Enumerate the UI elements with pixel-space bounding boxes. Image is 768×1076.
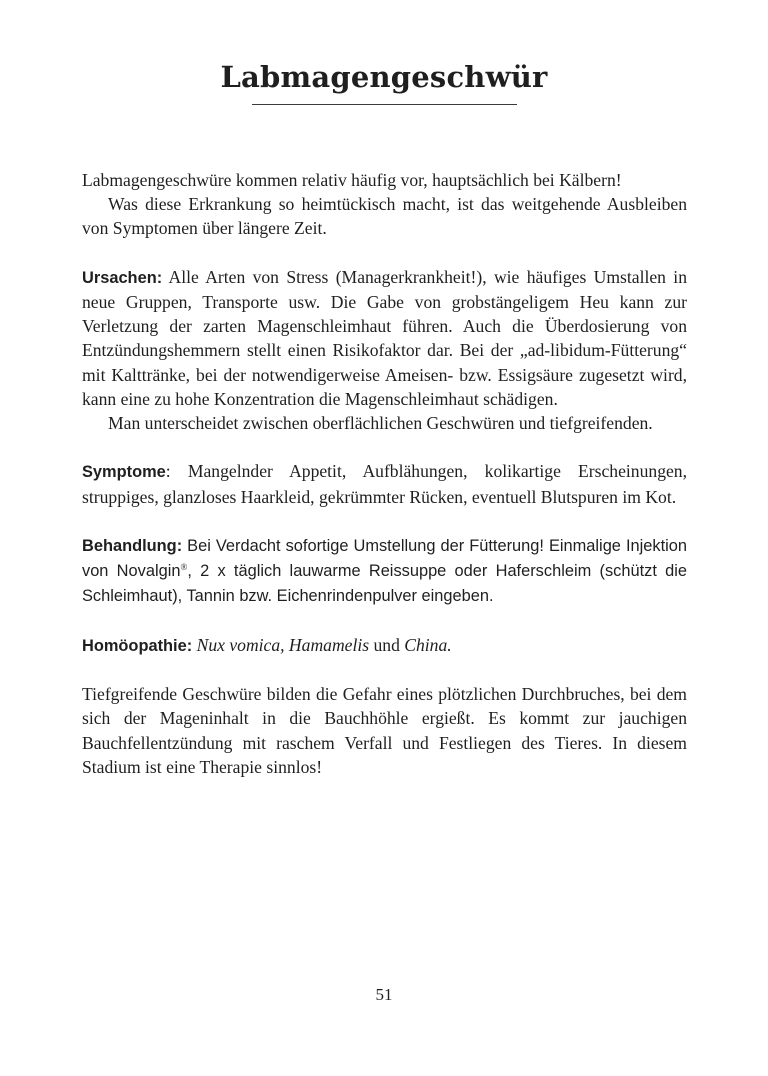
intro-paragraph: Was diese Erkrankung so heimtückisch macht, ist das weitgehende Ausbleiben von Symptomen über längere Zeit. bbox=[82, 194, 687, 239]
registered-mark: ® bbox=[180, 562, 188, 573]
causes-followup: Man unterscheidet zwischen oberflächlichen Geschwüren und tiefgreifenden. bbox=[108, 413, 653, 434]
homeopathy-remedy-2: China. bbox=[404, 634, 452, 655]
treatment-paragraph bbox=[82, 533, 687, 609]
symptoms-label: Symptome bbox=[82, 463, 166, 482]
treatment-text-before: Bei Verdacht sofortige Umstellung der Fütterung! Einmalige Injektion von Novalgin bbox=[82, 537, 687, 581]
causes-paragraph bbox=[82, 265, 687, 411]
intro-first-line: Labmagengeschwüre kommen relativ häufig vor, hauptsächlich bei Kälbern! bbox=[82, 170, 622, 190]
homeopathy-connector: und bbox=[369, 634, 405, 655]
symptoms-paragraph bbox=[82, 459, 687, 508]
homeopathy-label: Homöopathie: bbox=[82, 636, 193, 655]
homeopathy-paragraph bbox=[82, 633, 687, 658]
symptoms-text: : Mangelnder Appetit, Aufblähungen, kolikartige Erscheinungen, struppiges, glanzloses Haarkleid, gekrümmter Rücken, eventuell Blutspuren im Kot. bbox=[82, 461, 687, 507]
causes-label: Ursachen: bbox=[82, 268, 163, 287]
causes-text: Alle Arten von Stress (Managerkrankheit!), wie häufiges Umstallen in neue Gruppen, Transporte usw. Die Gabe von grobstängeligem Heu kann zur Verletzung der zarten Magenschleimhaut führen. Auch die Überdosierung von Entzündungshemmern stellt einen Risikofaktor dar. Bei der „ad-libidum-Fütterung“ mit Kalttränke, bei der notwendigerweise Ameisen- bzw. Essigsäure zugesetzt wird, kann eine zu hohe Konzentration die Magenschleimhaut schädigen. bbox=[82, 266, 687, 409]
page-number: 51 bbox=[375, 985, 393, 1004]
deep-ulcer-paragraph: Tiefgreifende Geschwüre bilden die Gefahr eines plötzlichen Durchbruches, bei dem sich der Mageninhalt in die Bauchhöhle ergießt. Es kommt zur jauchigen Bauchfellentzündung mit raschem Verfall und Festliegen des Tieres. In diesem Stadium ist eine Therapie sinnlos! bbox=[82, 684, 687, 777]
title-underline bbox=[252, 104, 517, 105]
page-body bbox=[82, 168, 687, 779]
treatment-text-after: , 2 x täglich lauwarme Reissuppe oder Haferschleim (schützt die Schleimhaut), Tannin bzw. Eichenrindenpulver eingeben. bbox=[82, 562, 687, 606]
page-title: Labmagengeschwür bbox=[220, 60, 548, 94]
homeopathy-remedy-1: Nux vomica, Hamamelis bbox=[196, 634, 370, 655]
treatment-label: Behandlung: bbox=[82, 537, 183, 555]
